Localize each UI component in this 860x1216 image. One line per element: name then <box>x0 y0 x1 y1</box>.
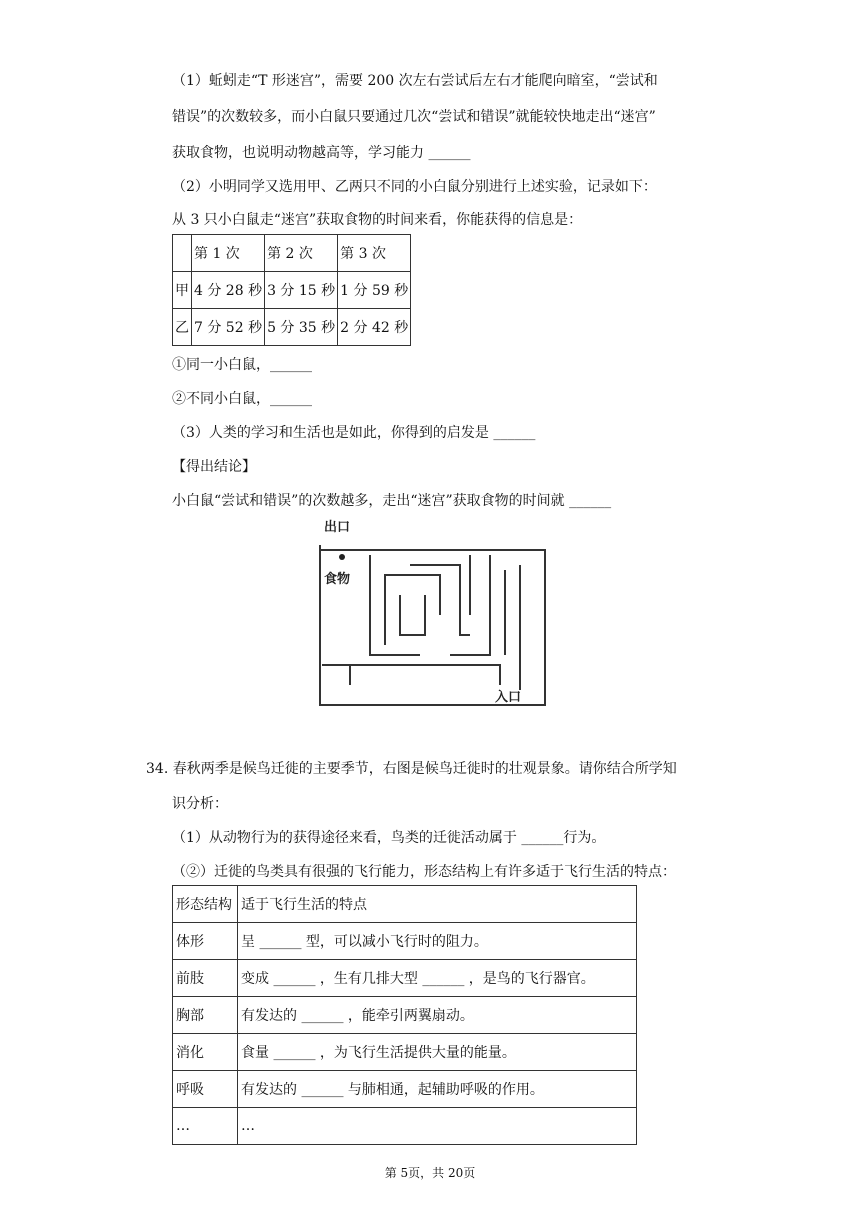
table-cell: 变成 ______ ，生有几排大型 ______ ，是鸟的飞行器官。 <box>238 960 637 997</box>
flight-features-table <box>172 885 637 1145</box>
q34-line2: 识分析： <box>172 796 228 812</box>
table-row <box>173 272 411 309</box>
table-cell: 5 分 35 秒 <box>265 309 338 346</box>
q33-part1-line3: 获取食物，也说明动物越高等，学习能力 ______ <box>172 145 471 161</box>
table-row <box>173 309 411 346</box>
conclusion-title: 【得出结论】 <box>172 459 256 475</box>
mouse-time-table <box>172 234 411 346</box>
q33-answer1: ①同一小白鼠，______ <box>172 357 312 373</box>
table-cell: 消化 <box>173 1034 238 1071</box>
table-row <box>173 886 637 923</box>
table-cell: 2 分 42 秒 <box>338 309 411 346</box>
table-cell: 呼吸 <box>173 1071 238 1108</box>
table-cell: 4 分 28 秒 <box>192 272 265 309</box>
table-header-row <box>173 235 411 272</box>
q34-part2: （②）迁徙的鸟类具有很强的飞行能力，形态结构上有许多适于飞行生活的特点： <box>172 864 676 880</box>
table-row <box>173 923 637 960</box>
table-cell: 3 分 15 秒 <box>265 272 338 309</box>
table-cell: 有发达的 ______ 与肺相通，起辅助呼吸的作用。 <box>238 1071 637 1108</box>
maze-diagram <box>310 515 550 715</box>
table-cell: … <box>238 1108 637 1145</box>
table-cell: 前肢 <box>173 960 238 997</box>
table-cell: 有发达的 ______ ，能牵引两翼扇动。 <box>238 997 637 1034</box>
conclusion-text: 小白鼠“尝试和错误”的次数越多，走出“迷宫”获取食物的时间就 ______ <box>172 493 612 509</box>
table-cell: 第 2 次 <box>265 235 338 272</box>
table-cell: 第 3 次 <box>338 235 411 272</box>
table-cell <box>173 235 192 272</box>
table-cell: … <box>173 1108 238 1145</box>
q33-part1-line2: 错误”的次数较多，而小白鼠只要通过几次“尝试和错误”就能较快地走出“迷宫” <box>172 109 656 125</box>
table-cell: 7 分 52 秒 <box>192 309 265 346</box>
table-cell: 1 分 59 秒 <box>338 272 411 309</box>
q33-answer2: ②不同小白鼠，______ <box>172 391 312 407</box>
table-row <box>173 1108 637 1145</box>
table-cell: 形态结构 <box>173 886 238 923</box>
table-cell: 呈 ______ 型，可以减小飞行时的阻力。 <box>238 923 637 960</box>
table-cell: 胸部 <box>173 997 238 1034</box>
page-footer: 第 5页，共 20页 <box>384 1166 476 1180</box>
q33-part1-line1: （1）蚯蚓走“T 形迷宫”，需要 200 次左右尝试后左右才能爬向暗室，“尝试和 <box>172 73 658 89</box>
table-cell: 乙 <box>173 309 192 346</box>
table-row <box>173 960 637 997</box>
table-cell: 适于飞行生活的特点 <box>238 886 637 923</box>
maze-exit-label: 出口 <box>324 520 351 535</box>
q34-part1: （1）从动物行为的获得途径来看，鸟类的迁徙活动属于 ______行为。 <box>172 830 606 846</box>
q34-line1: 34. 春秋两季是候鸟迁徙的主要季节，右图是候鸟迁徙时的壮观景象。请你结合所学知 <box>146 761 677 777</box>
table-row <box>173 1071 637 1108</box>
table-cell: 第 1 次 <box>192 235 265 272</box>
table-cell: 食量 ______ ，为飞行生活提供大量的能量。 <box>238 1034 637 1071</box>
q33-part3: （3）人类的学习和生活也是如此，你得到的启发是 ______ <box>172 425 536 441</box>
table-row <box>173 1034 637 1071</box>
q33-part2-line1: （2）小明同学又选用甲、乙两只不同的小白鼠分别进行上述实验，记录如下： <box>172 179 657 195</box>
q33-part2-line2: 从 3 只小白鼠走“迷宫”获取食物的时间来看，你能获得的信息是： <box>172 212 583 228</box>
maze-entrance-label: 入口 <box>495 690 522 705</box>
table-cell: 体形 <box>173 923 238 960</box>
table-cell: 甲 <box>173 272 192 309</box>
maze-food-label: 食物 <box>324 572 351 587</box>
table-row <box>173 997 637 1034</box>
